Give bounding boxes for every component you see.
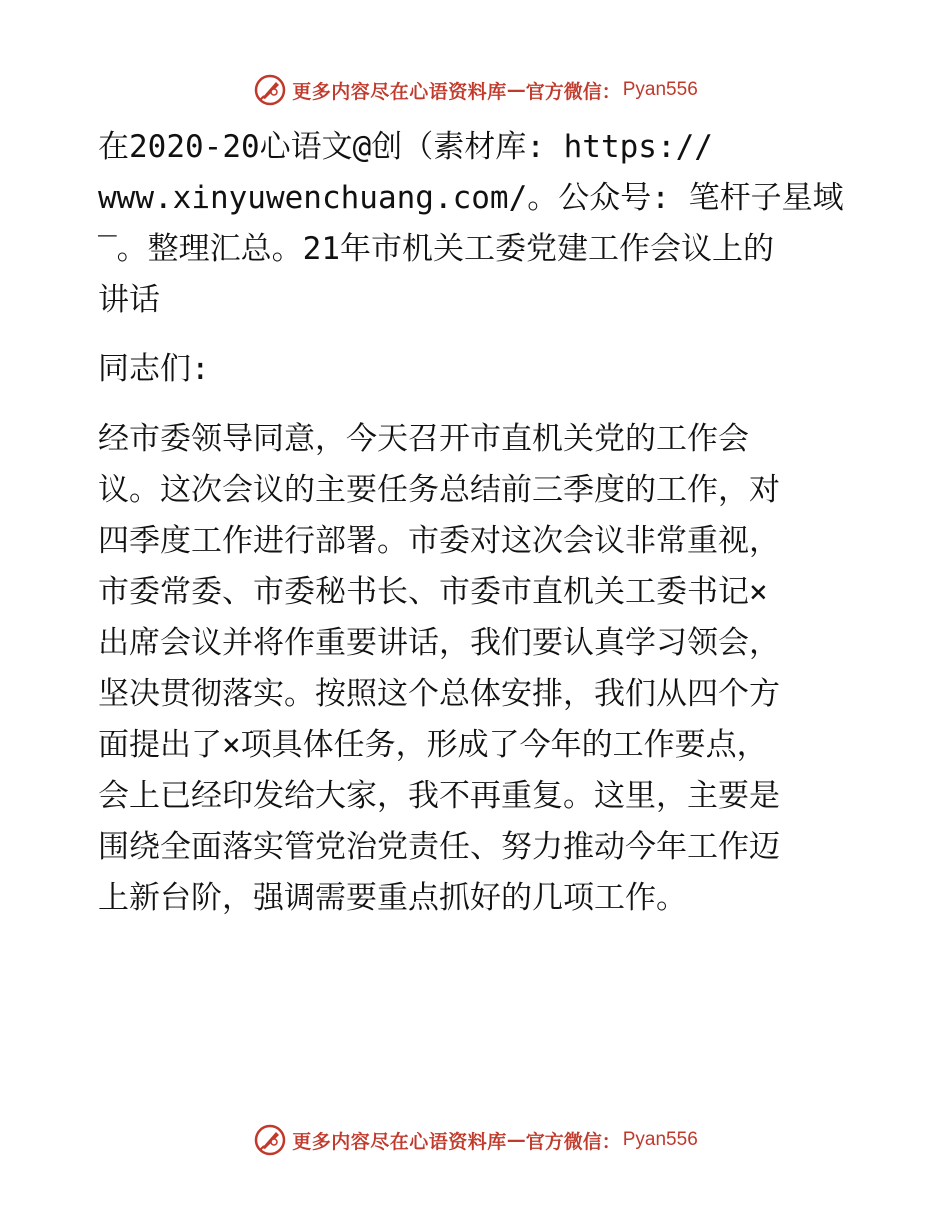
body-line: 面提出了×项具体任务，形成了今年的工作要点， (98, 727, 768, 763)
title-line: 在2020-20心语文@创（素材库: https:// (98, 129, 713, 165)
quill-logo-icon (252, 72, 288, 108)
header-banner (0, 70, 950, 110)
banner-separator: — (506, 79, 526, 101)
body-line: 出席会议并将作重要讲话，我们要认真学习领会， (98, 625, 780, 661)
banner-separator: — (506, 1129, 526, 1151)
body-line: 市委常委、市委秘书长、市委市直机关工委书记× (98, 574, 768, 610)
body-line: 会上已经印发给大家，我不再重复。这里，主要是 (98, 778, 780, 814)
banner-wechat-id: Pyan556 (622, 79, 698, 100)
title-line: 讲话 (98, 282, 160, 318)
body-line: 经市委领导同意，今天召开市直机关党的工作会 (98, 421, 749, 457)
document-body (98, 122, 858, 924)
title-line: www.xinyuwenchuang.com/。公众号: 笔杆子星域 (98, 180, 844, 216)
body-line: 围绕全面落实管党治党责任、努力推动今年工作迈 (98, 829, 780, 865)
body-paragraph (98, 414, 858, 924)
document-title (98, 122, 858, 326)
banner-slogan: 更多内容尽在心语资料库 (292, 1130, 507, 1153)
footer-banner (0, 1120, 950, 1160)
quill-logo-icon (252, 1122, 288, 1158)
body-line: 上新台阶，强调需要重点抓好的几项工作。 (98, 880, 687, 916)
body-line: 议。这次会议的主要任务总结前三季度的工作，对 (98, 472, 780, 508)
body-line: 坚决贯彻落实。按照这个总体安排，我们从四个方 (98, 676, 780, 712)
salutation: 同志们: (98, 351, 210, 387)
banner-wechat-label: 官方微信： (525, 80, 621, 103)
title-line: ‾。整理汇总。21年市机关工委党建工作会议上的 (98, 231, 774, 267)
banner-wechat-label: 官方微信： (525, 1130, 621, 1153)
banner-slogan: 更多内容尽在心语资料库 (292, 80, 507, 103)
banner-wechat-id: Pyan556 (622, 1129, 698, 1150)
body-line: 四季度工作进行部署。市委对这次会议非常重视， (98, 523, 780, 559)
